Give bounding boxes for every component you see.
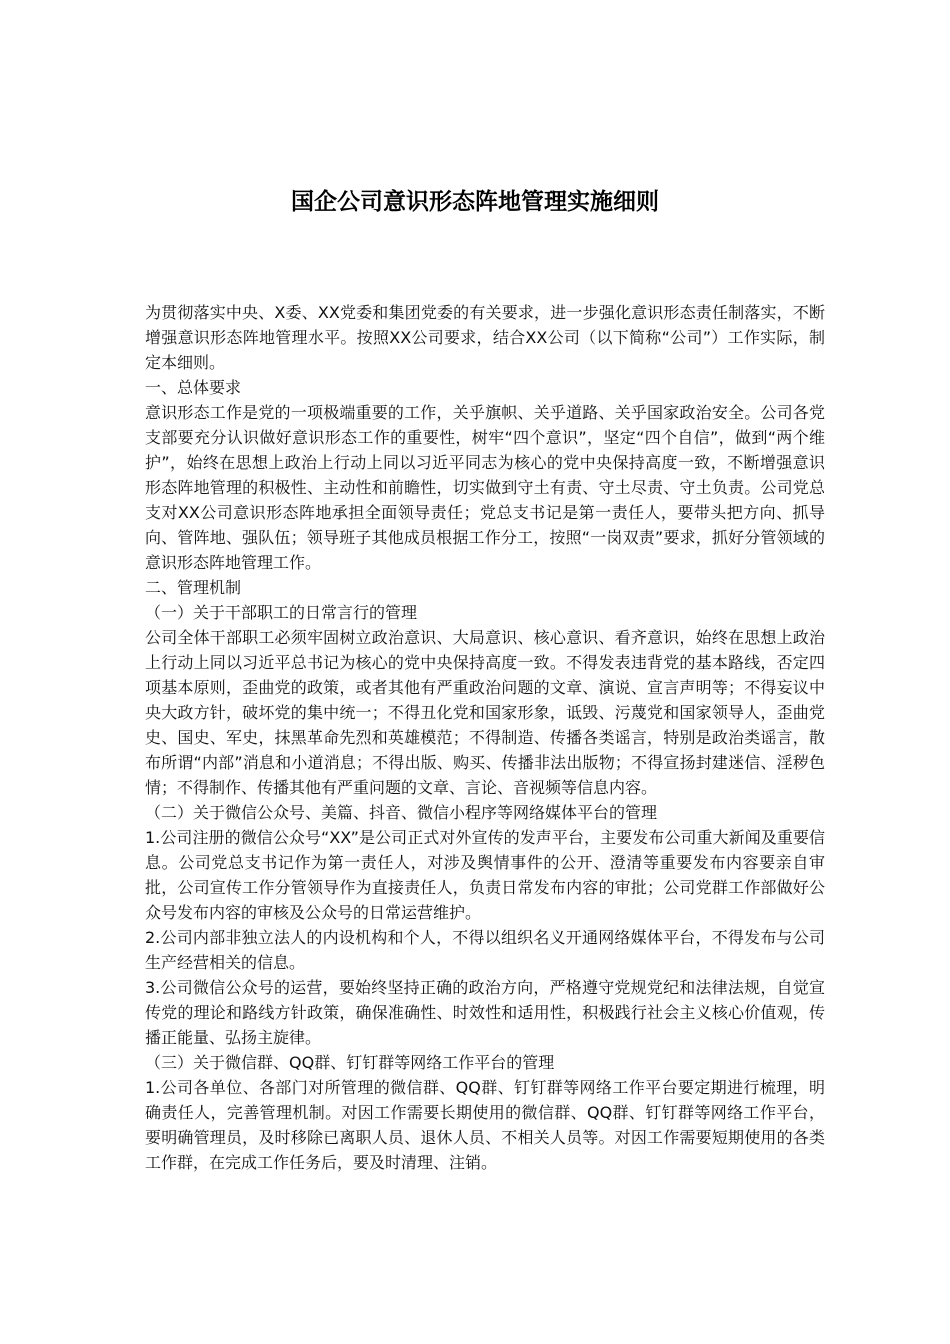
subheading-online-media: （二）关于微信公众号、美篇、抖音、微信小程序等网络媒体平台的管理 — [145, 803, 658, 822]
paragraph-work-groups-1: 1.公司各单位、各部门对所管理的微信群、QQ群、钉钉群等网络工作平台要定期进行梳理，明确责任人，完善管理机制。对因工作需要长期使用的微信群、QQ群、钉钉群等网络工作平台，要明确管理员，及时移除已离职人员、退休人员、不相关人员等。对因工作需要短期使用的各类工作群，在完成工作任务后，要及时清理、注销。 — [145, 1078, 825, 1172]
paragraph-staff-conduct: 公司全体干部职工必须牢固树立政治意识、大局意识、核心意识、看齐意识，始终在思想上政治上行动上同以习近平总书记为核心的党中央保持高度一致。不得发表违背党的基本路线，否定四项基本原则，歪曲党的政策，或者其他有严重政治问题的文章、演说、宣言声明等；不得妄议中央大政方针，破坏党的集中统一；不得丑化党和国家形象，诋毁、污蔑党和国家领导人，歪曲党史、国史、军史，抹黑革命先烈和英雄模范；不得制造、传播各类谣言，特别是政治类谣言，散布所谓“内部”消息和小道消息；不得出版、购买、传播非法出版物；不得宣扬封建迷信、淫秽色情；不得制作、传播其他有严重问题的文章、言论、音视频等信息内容。 — [145, 628, 825, 797]
subheading-staff-conduct: （一）关于干部职工的日常言行的管理 — [145, 603, 418, 622]
paragraph-general-requirements: 意识形态工作是党的一项极端重要的工作，关乎旗帜、关乎道路、关乎国家政治安全。公司各党支部要充分认识做好意识形态工作的重要性，树牢“四个意识”，坚定“四个自信”，做到“两个维护”，始终在思想上政治上行动上同以习近平同志为核心的党中央保持高度一致，不断增强意识形态阵地管理的积极性、主动性和前瞻性，切实做到守土有责、守土尽责、守土负责。公司党总支对XX公司意识形态阵地承担全面领导责任；党总支书记是第一责任人，要带头把方向、抓导向、管阵地、强队伍；领导班子其他成员根据工作分工，按照“一岗双责”要求，抓好分管领域的意识形态阵地管理工作。 — [145, 403, 825, 572]
paragraph-intro: 为贯彻落实中央、X委、XX党委和集团党委的有关要求，进一步强化意识形态责任制落实，不断增强意识形态阵地管理水平。按照XX公司要求，结合XX公司（以下简称“公司”）工作实际，制定本细则。 — [145, 303, 825, 372]
heading-general-requirements: 一、总体要求 — [145, 378, 242, 397]
document-body — [145, 300, 825, 1175]
paragraph-online-media-1: 1.公司注册的微信公众号“XX”是公司正式对外宣传的发声平台，主要发布公司重大新闻及重要信息。公司党总支书记作为第一责任人，对涉及舆情事件的公开、澄清等重要发布内容要亲自审批，公司宣传工作分管领导作为直接责任人，负责日常发布内容的审批；公司党群工作部做好公众号发布内容的审核及公众号的日常运营维护。 — [145, 828, 825, 922]
document-title: 国企公司意识形态阵地管理实施细则 — [291, 189, 659, 215]
paragraph-online-media-2: 2.公司内部非独立法人的内设机构和个人，不得以组织名义开通网络媒体平台，不得发布与公司生产经营相关的信息。 — [145, 928, 825, 972]
paragraph-online-media-3: 3.公司微信公众号的运营，要始终坚持正确的政治方向，严格遵守党规党纪和法律法规，自觉宣传党的理论和路线方针政策，确保准确性、时效性和适用性，积极践行社会主义核心价值观，传播正能量、弘扬主旋律。 — [145, 978, 825, 1047]
heading-management-mechanism: 二、管理机制 — [145, 578, 242, 597]
subheading-work-groups: （三）关于微信群、QQ群、钉钉群等网络工作平台的管理 — [145, 1053, 555, 1072]
